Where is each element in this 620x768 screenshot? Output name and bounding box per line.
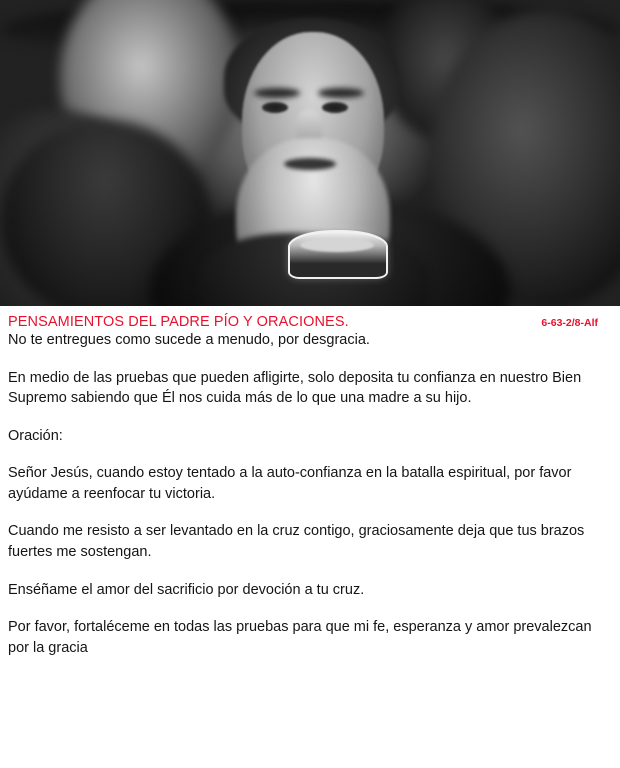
padre-pio-photograph bbox=[0, 0, 620, 306]
reference-code: 6-63-2/8-Alf bbox=[541, 317, 598, 329]
figure-eyebrow-left bbox=[254, 88, 300, 98]
paragraph-6: Por favor, fortaléceme en todas las pruebas para que mi fe, esperanza y amor prevalezcan por la gracia bbox=[8, 619, 592, 656]
figure-eye-right bbox=[322, 102, 348, 113]
paragraph-4: Cuando me resisto a ser levantado en la cruz contigo, graciosamente deja que tus brazos fuertes me sostengan. bbox=[8, 523, 585, 561]
figure-eyebrow-right bbox=[318, 88, 364, 98]
paragraph-2: En medio de las pruebas que pueden afligirte, solo deposita tu confianza en nuestro Bien Supremo sabiendo que Él nos cuida más de lo que una madre a su hijo. bbox=[8, 369, 582, 407]
paragraph-1: No te entregues como sucede a menudo, por desgracia. bbox=[8, 332, 370, 348]
chalice-icon bbox=[288, 230, 388, 279]
prayer-label: Oración: bbox=[8, 427, 63, 444]
figure-mouth bbox=[284, 158, 336, 170]
document-content bbox=[0, 306, 620, 658]
chalice-rim bbox=[300, 238, 374, 252]
figure-eye-left bbox=[262, 102, 288, 113]
page-title: PENSAMIENTOS DEL PADRE PÍO Y ORACIONES. bbox=[8, 314, 349, 330]
paragraph-3: Señor Jesús, cuando estoy tentado a la auto-confianza en la batalla espiritual, por favor ayúdame a reenfocar tu victoria. bbox=[8, 465, 572, 502]
heading-row bbox=[8, 314, 612, 330]
paragraph-5: Enséñame el amor del sacrificio por devoción a tu cruz. bbox=[8, 581, 365, 598]
